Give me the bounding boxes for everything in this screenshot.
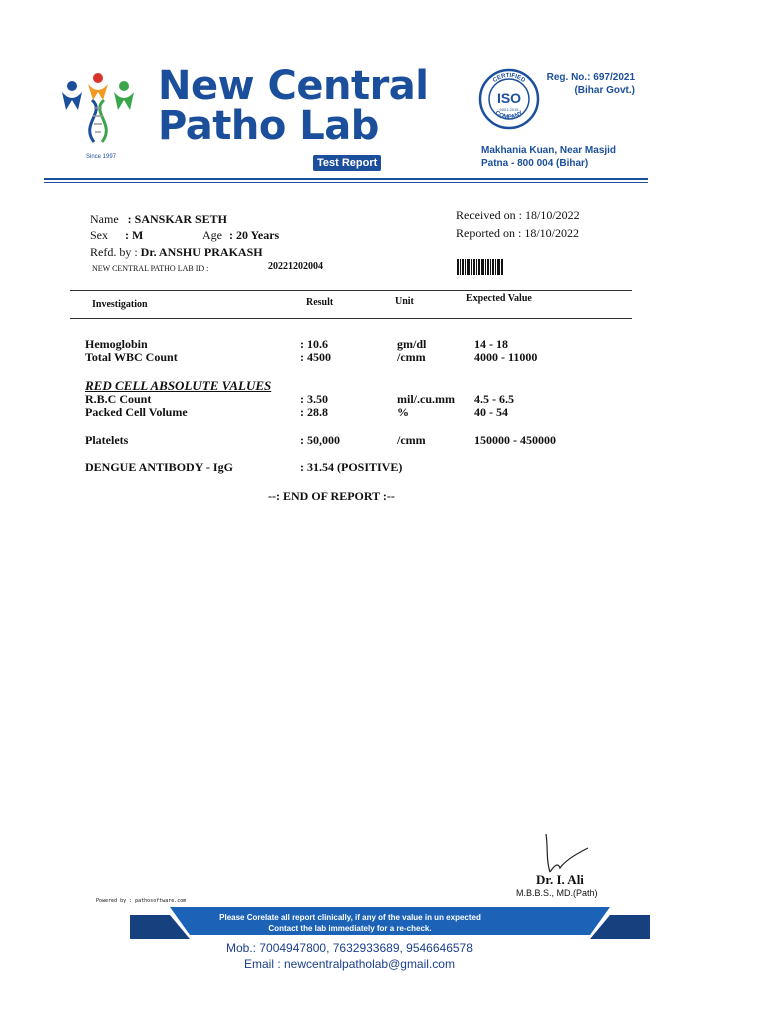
col-result: Result xyxy=(306,297,334,308)
row-wbc-result: : 4500 xyxy=(300,350,331,364)
row-wbc-name: Total WBC Count xyxy=(85,350,178,364)
row-rbc-result: : 3.50 xyxy=(300,392,328,406)
reported-date: 18/10/2022 xyxy=(524,226,579,240)
address-line2: Patna - 800 004 (Bihar) xyxy=(481,158,589,169)
iso-year: 9001:2015 xyxy=(499,107,519,112)
contact-mobile: Mob.: 7004947800, 7632933689, 9546646578 xyxy=(226,941,473,955)
reg-body: (Bihar Govt.) xyxy=(574,85,635,96)
row-wbc-expected: 4000 - 11000 xyxy=(474,350,538,364)
lab-id: 20221202004 xyxy=(268,261,323,272)
header-divider xyxy=(44,178,648,180)
lab-name-line1: New Central xyxy=(158,63,429,109)
row-platelets-name: Platelets xyxy=(85,433,129,447)
row-rbc-name: R.B.C Count xyxy=(85,392,152,406)
row-rbc-unit: mil/.cu.mm xyxy=(397,392,455,406)
section-rbc-title: RED CELL ABSOLUTE VALUES xyxy=(85,378,272,393)
row-rbc-expected: 4.5 - 6.5 xyxy=(474,392,514,406)
row-platelets-unit: /cmm xyxy=(397,433,426,447)
row-hemoglobin-result: : 10.6 xyxy=(300,337,328,351)
table-header-rule xyxy=(70,318,632,319)
received-row xyxy=(456,208,580,223)
test-report-badge: Test Report xyxy=(313,155,381,171)
name-label: Name xyxy=(90,212,119,226)
patient-name-row xyxy=(90,212,227,227)
reg-number: Reg. No.: 697/2021 xyxy=(546,72,635,83)
contact-email: Email : newcentralpatholab@gmail.com xyxy=(244,957,455,971)
end-of-report: --: END OF REPORT :-- xyxy=(268,489,395,503)
row-pcv-unit: % xyxy=(397,405,409,419)
header-divider-thin xyxy=(44,182,648,183)
svg-text:CERTIFIED xyxy=(492,73,526,85)
doctor-qualification: M.B.B.S., MD.(Path) xyxy=(516,888,598,898)
lab-name-line2: Patho Lab xyxy=(158,103,379,149)
table-top-rule xyxy=(70,290,632,291)
lab-name xyxy=(158,63,429,149)
address-line1: Makhania Kuan, Near Masjid xyxy=(481,145,617,156)
patient-name: : SANSKAR SETH xyxy=(127,212,228,226)
barcode-icon xyxy=(457,259,503,275)
registration xyxy=(543,71,635,97)
patient-sex: : M xyxy=(125,228,144,242)
row-pcv-expected: 40 - 54 xyxy=(474,405,508,419)
col-unit: Unit xyxy=(395,296,414,307)
row-hemoglobin-name: Hemoglobin xyxy=(85,337,148,351)
sex-label: Sex xyxy=(90,228,108,242)
reported-label: Reported on : xyxy=(456,226,522,240)
row-dengue-result: : 31.54 (POSITIVE) xyxy=(300,460,403,474)
lab-id-label: NEW CENTRAL PATHO LAB ID : xyxy=(92,264,209,273)
row-dengue-name: DENGUE ANTIBODY - IgG xyxy=(85,460,233,474)
disclaimer-line1: Please Corelate all report clinically, if any of the value in un expected xyxy=(219,913,481,922)
iso-ring-top: CERTIFIED xyxy=(492,72,526,85)
received-label: Received on : xyxy=(456,208,522,222)
powered-by: Powered by : pathosoftware.com xyxy=(96,898,187,904)
footer-disclaimer xyxy=(175,912,525,934)
referred-row xyxy=(90,245,263,260)
since-year: Since 1997 xyxy=(86,154,117,160)
patient-age-row xyxy=(202,228,279,243)
row-platelets-expected: 150000 - 450000 xyxy=(474,433,556,447)
lab-logo-icon xyxy=(58,70,138,150)
patient-age: : 20 Years xyxy=(229,228,280,242)
row-wbc-unit: /cmm xyxy=(397,350,426,364)
signature-icon xyxy=(538,832,598,876)
row-hemoglobin-expected: 14 - 18 xyxy=(474,337,508,351)
row-pcv-result: : 28.8 xyxy=(300,405,328,419)
col-expected: Expected Value xyxy=(466,293,532,304)
referred-by: Dr. ANSHU PRAKASH xyxy=(140,245,263,259)
patient-sex-row xyxy=(90,228,143,243)
lab-address xyxy=(481,144,616,170)
row-hemoglobin-unit: gm/dl xyxy=(397,337,427,351)
row-pcv-name: Packed Cell Volume xyxy=(85,405,188,419)
received-date: 18/10/2022 xyxy=(524,208,580,222)
iso-text: ISO xyxy=(496,90,522,106)
iso-ring-bottom: COMPANY xyxy=(493,110,525,121)
reported-row xyxy=(456,226,579,241)
doctor-name: Dr. I. Ali xyxy=(536,872,584,887)
row-platelets-result: : 50,000 xyxy=(300,433,340,447)
disclaimer-line2: Contact the lab immediately for a re-check. xyxy=(268,924,432,933)
iso-seal-icon xyxy=(478,68,540,130)
refd-label: Refd. by : xyxy=(90,245,138,259)
col-investigation: Investigation xyxy=(92,299,148,310)
age-label: Age xyxy=(202,228,222,242)
